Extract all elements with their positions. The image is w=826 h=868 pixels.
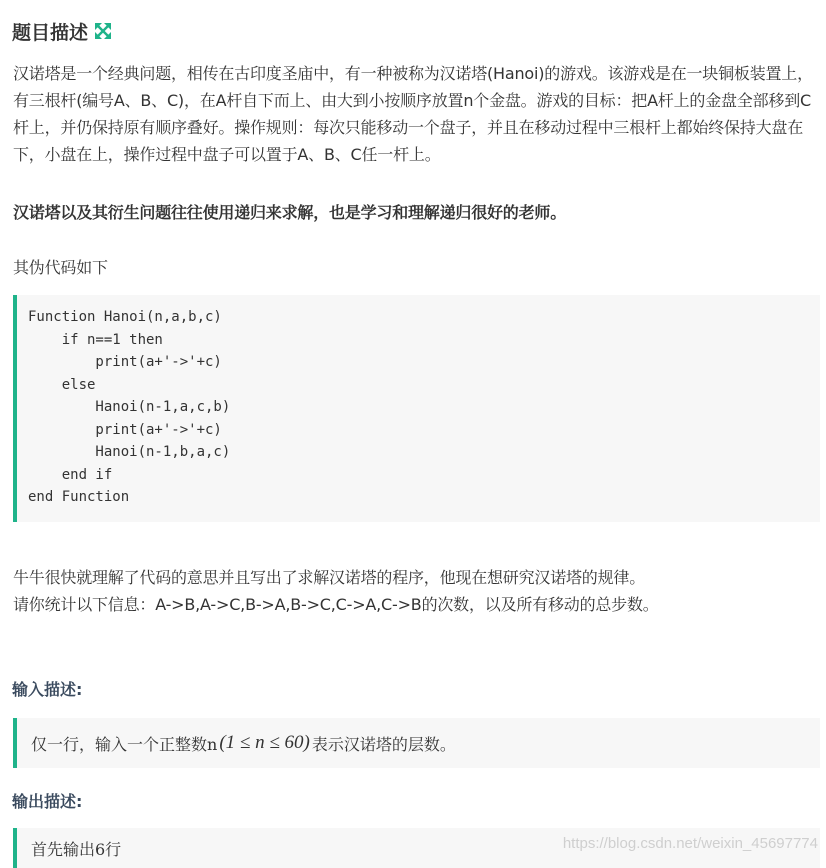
output-heading: 输出描述: <box>12 792 83 811</box>
code-block <box>13 295 820 522</box>
problem-title <box>12 16 112 46</box>
followup-line-1: 牛牛很快就理解了代码的意思并且写出了求解汉诺塔的程序，他现在想研究汉诺塔的规律。 <box>13 568 646 587</box>
input-heading: 输入描述: <box>12 680 83 699</box>
input-text-before: 仅一行，输入一个正整数n <box>31 734 218 754</box>
followup-line-2: 请你统计以下信息：A->B,A->C,B->A,B->C,C->A,C->B的次数，以及所有移动的总步数。 <box>13 595 659 614</box>
problem-title-text: 题目描述 <box>12 21 89 44</box>
input-description <box>13 718 820 768</box>
expand-arrows-icon[interactable] <box>94 22 112 40</box>
code-content: Function Hanoi(n,a,b,c) if n==1 then print(a+'->'+c) else Hanoi(n-1,a,c,b) print(a+'->'+c) Hanoi(n-1,b,a,c) end if end Function <box>28 309 231 505</box>
pseudo-code-intro: 其伪代码如下 <box>13 258 108 277</box>
problem-description: 汉诺塔是一个经典问题，相传在古印度圣庙中，有一种被称为汉诺塔(Hanoi)的游戏。该游戏是在一块铜板装置上，有三根杆(编号A、B、C)，在A杆自下而上、由大到小按顺序放置n个金盘。游戏的目标：把A杆上的金盘全部移到C杆上，并仍保持原有顺序叠好。操作规则：每次只能移动一个盘子，并且在移动过程中三根杆上都始终保持大盘在下，小盘在上，操作过程中盘子可以置于A、B、C任一杆上。 <box>13 64 813 164</box>
input-constraint: (1 ≤ n ≤ 60) <box>219 732 310 753</box>
recursion-note: 汉诺塔以及其衍生问题往往使用递归来求解，也是学习和理解递归很好的老师。 <box>13 203 567 222</box>
input-text-after: 表示汉诺塔的层数。 <box>311 734 456 754</box>
watermark: https://blog.csdn.net/weixin_45697774 <box>562 835 818 852</box>
output-text: 首先输出6行 <box>31 839 122 859</box>
